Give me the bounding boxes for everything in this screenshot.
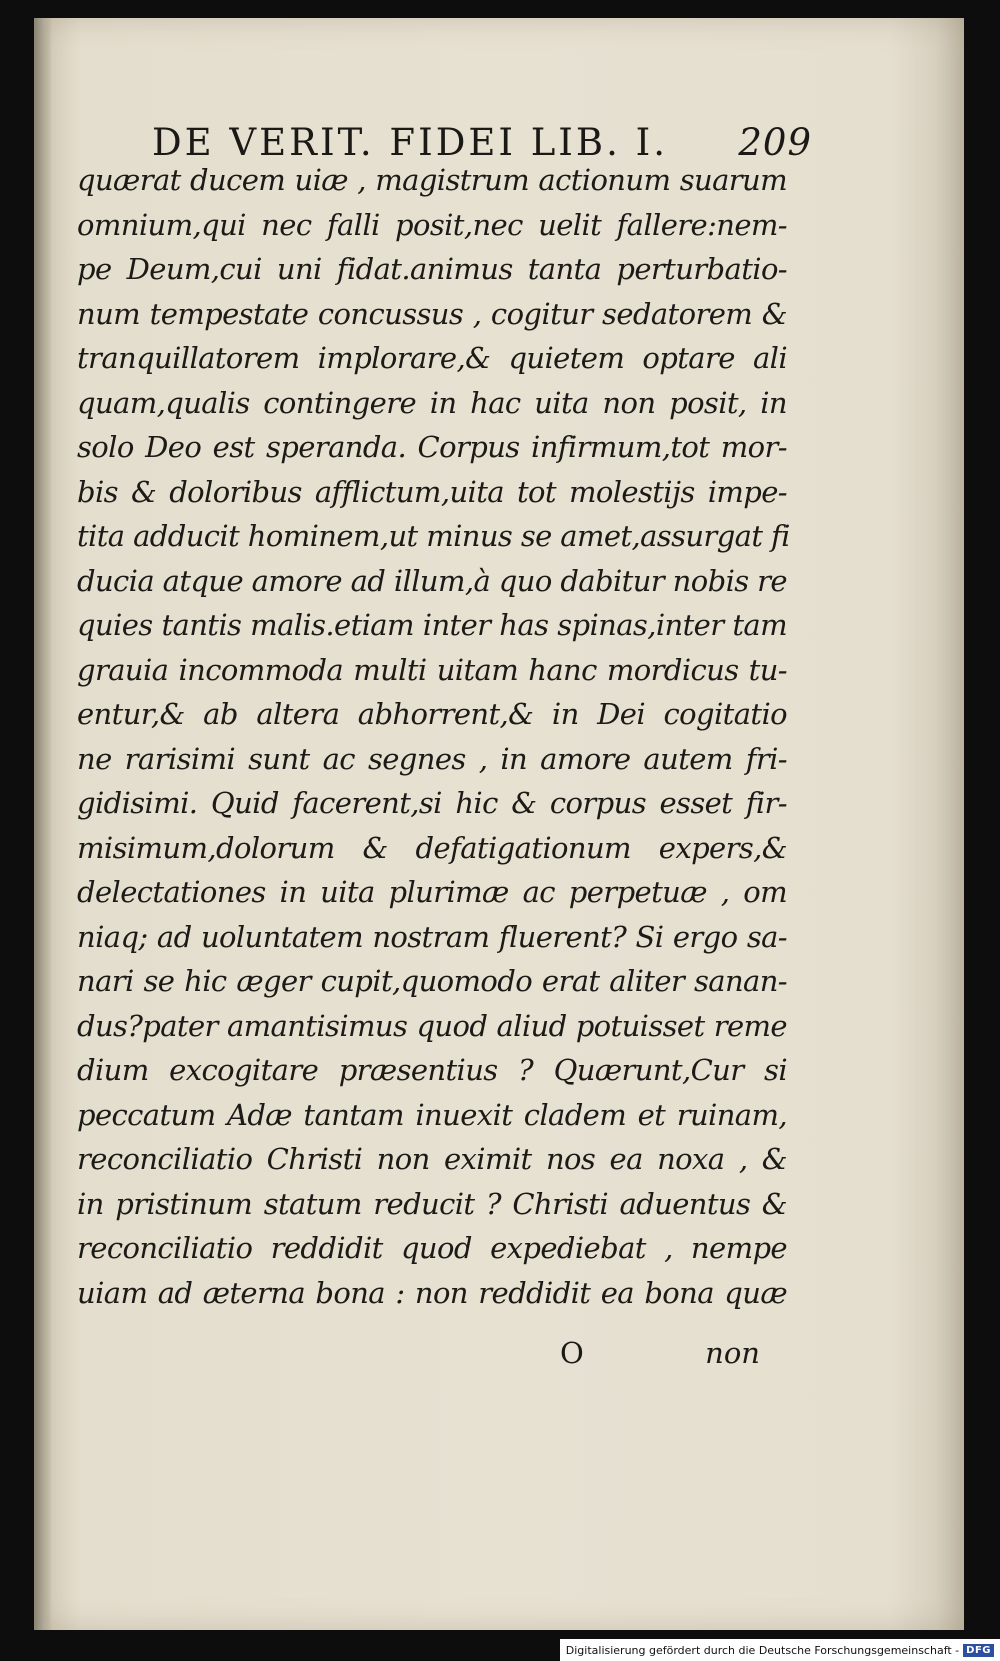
text-line: ducia atque amore ad illum,à quo dabitur nobis re	[77, 563, 787, 598]
text-line: quærat ducem uiæ , magistrum actionum suarum	[77, 163, 787, 197]
text-line: niaq; ad uoluntatem nostram fluerent? Si ergo sa-	[77, 919, 787, 954]
text-line: num tempestate concussus , cogitur sedatorem &	[77, 296, 787, 331]
text-line: peccatum Adæ tantam inuexit cladem et ruinam,	[77, 1097, 787, 1132]
text-line: dium excogitare præsentius ? Quærunt,Cur si	[77, 1053, 787, 1087]
text-line: tita adducit hominem,ut minus se amet,assurgat fi	[77, 519, 790, 553]
page-number: 209	[738, 121, 812, 164]
text-line: pe Deum,cui uni fidat.animus tanta perturbatio-	[77, 252, 787, 286]
page-foot	[560, 1336, 760, 1380]
credit-text: Digitalisierung gefördert durch die Deutsche Forschungsgemeinschaft -	[565, 1643, 960, 1657]
text-line: grauia incommoda multi uitam hanc mordicus tu-	[77, 652, 787, 687]
text-line: uiam ad æterna bona : non reddidit ea bona quæ	[77, 1275, 787, 1310]
text-line: tranquillatorem implorare,& quietem optare ali	[77, 341, 787, 375]
text-line: dus?pater amantisimus quod aliud potuisset reme	[77, 1008, 787, 1043]
text-line: delectationes in uita plurimæ ac perpetuæ , om	[77, 875, 787, 909]
text-line: quies tantis malis.etiam inter has spinas,inter tam	[77, 608, 787, 642]
text-line: solo Deo est speranda. Corpus infirmum,tot mor-	[77, 430, 787, 464]
text-line: misimum,dolorum & defatigationum expers,&	[77, 830, 787, 865]
signature-mark: O	[560, 1336, 584, 1370]
body-text	[77, 158, 790, 1315]
digitization-credit	[560, 1639, 1000, 1661]
text-line: omnium,qui nec falli posit,nec uelit fallere:nem-	[77, 207, 787, 242]
catchword: non	[705, 1336, 760, 1370]
text-line: bis & doloribus afflictum,uita tot molestijs impe-	[77, 474, 787, 509]
text-line: nari se hic æger cupit,quomodo erat aliter sanan-	[77, 964, 787, 998]
dfg-logo: DFG	[963, 1644, 994, 1657]
text-line: quam,qualis contingere in hac uita non posit, in	[77, 385, 787, 420]
text-line: in pristinum statum reducit ? Christi aduentus &	[77, 1186, 787, 1221]
text-line: gidisimi. Quid facerent,si hic & corpus esset fir-	[77, 786, 787, 820]
running-title: DE VERIT. FIDEI LIB. I.	[152, 121, 669, 164]
text-line: reconciliatio reddidit quod expediebat , nempe	[77, 1231, 787, 1265]
text-line: ne rarisimi sunt ac segnes , in amore autem fri-	[77, 741, 787, 776]
page-gutter-shadow	[34, 18, 52, 1630]
text-line: entur,& ab altera abhorrent,& in Dei cogitatio	[77, 697, 787, 731]
text-line: reconciliatio Christi non eximit nos ea noxa , &	[77, 1142, 787, 1176]
